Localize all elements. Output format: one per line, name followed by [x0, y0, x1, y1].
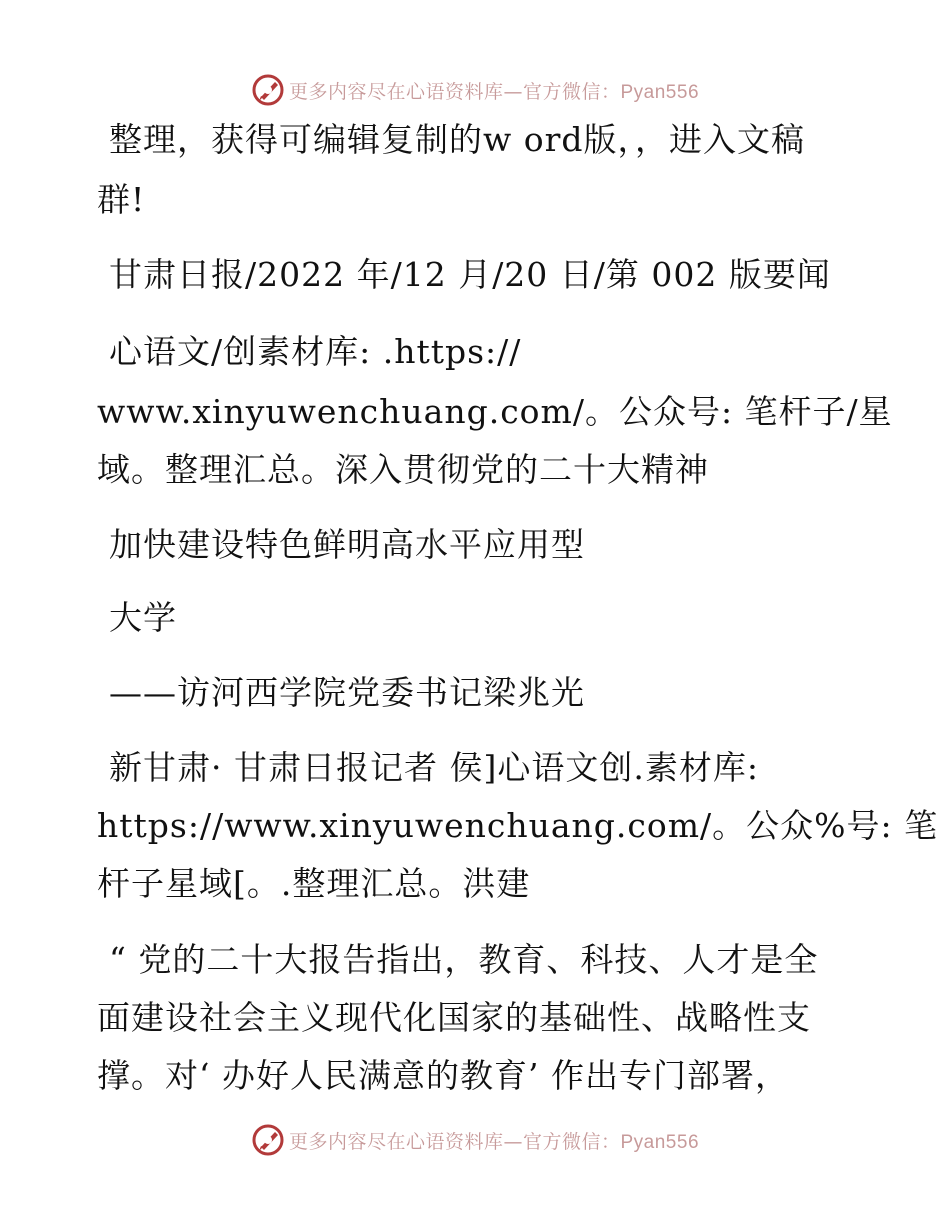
wechat-id: Pyan556	[620, 81, 700, 103]
text-line-8: 大学	[109, 598, 177, 637]
text-line-3: 甘肃日报/2022 年/12 月/20 日/第 002 版要闻	[109, 255, 831, 294]
text-line-13: “ 党的二十大报告指出，教育、科技、人才是全	[109, 940, 819, 979]
text-line-6: 域。整理汇总。深入贯彻党的二十大精神	[97, 450, 709, 489]
header-banner	[0, 70, 950, 110]
text-line-11: https://www.xinyuwenchuang.com/。公众%号: 笔	[97, 806, 939, 845]
pen-seal-logo-icon	[251, 73, 285, 107]
text-line-15: 撑。对‘ 办好人民满意的教育’ 作出专门部署，	[97, 1056, 789, 1095]
banner-text: 更多内容尽在心语资料库—官方微信：	[288, 1130, 621, 1153]
banner-text: 更多内容尽在心语资料库—官方微信：	[288, 80, 621, 103]
text-line-1: 整理，获得可编辑复制的w ord版，，进入文稿	[109, 120, 806, 159]
wechat-id: Pyan556	[620, 1131, 700, 1153]
text-line-14: 面建设社会主义现代化国家的基础性、战略性支	[97, 998, 811, 1037]
text-line-9: ——访河西学院党委书记梁兆光	[109, 673, 585, 712]
text-line-5: www.xinyuwenchuang.com/。公众号: 笔杆子/星	[97, 392, 893, 431]
text-line-4: 心语文/创素材库: .https://	[109, 332, 522, 371]
text-line-10: 新甘肃· 甘肃日报记者 侯]心语文创.素材库:	[109, 748, 759, 787]
pen-seal-logo-icon	[251, 1123, 285, 1157]
text-line-2: 群!	[97, 180, 146, 219]
text-line-7: 加快建设特色鲜明高水平应用型	[109, 525, 585, 564]
footer-banner	[0, 1120, 950, 1160]
text-line-12: 杆子星域[。.整理汇总。洪建	[97, 864, 531, 903]
